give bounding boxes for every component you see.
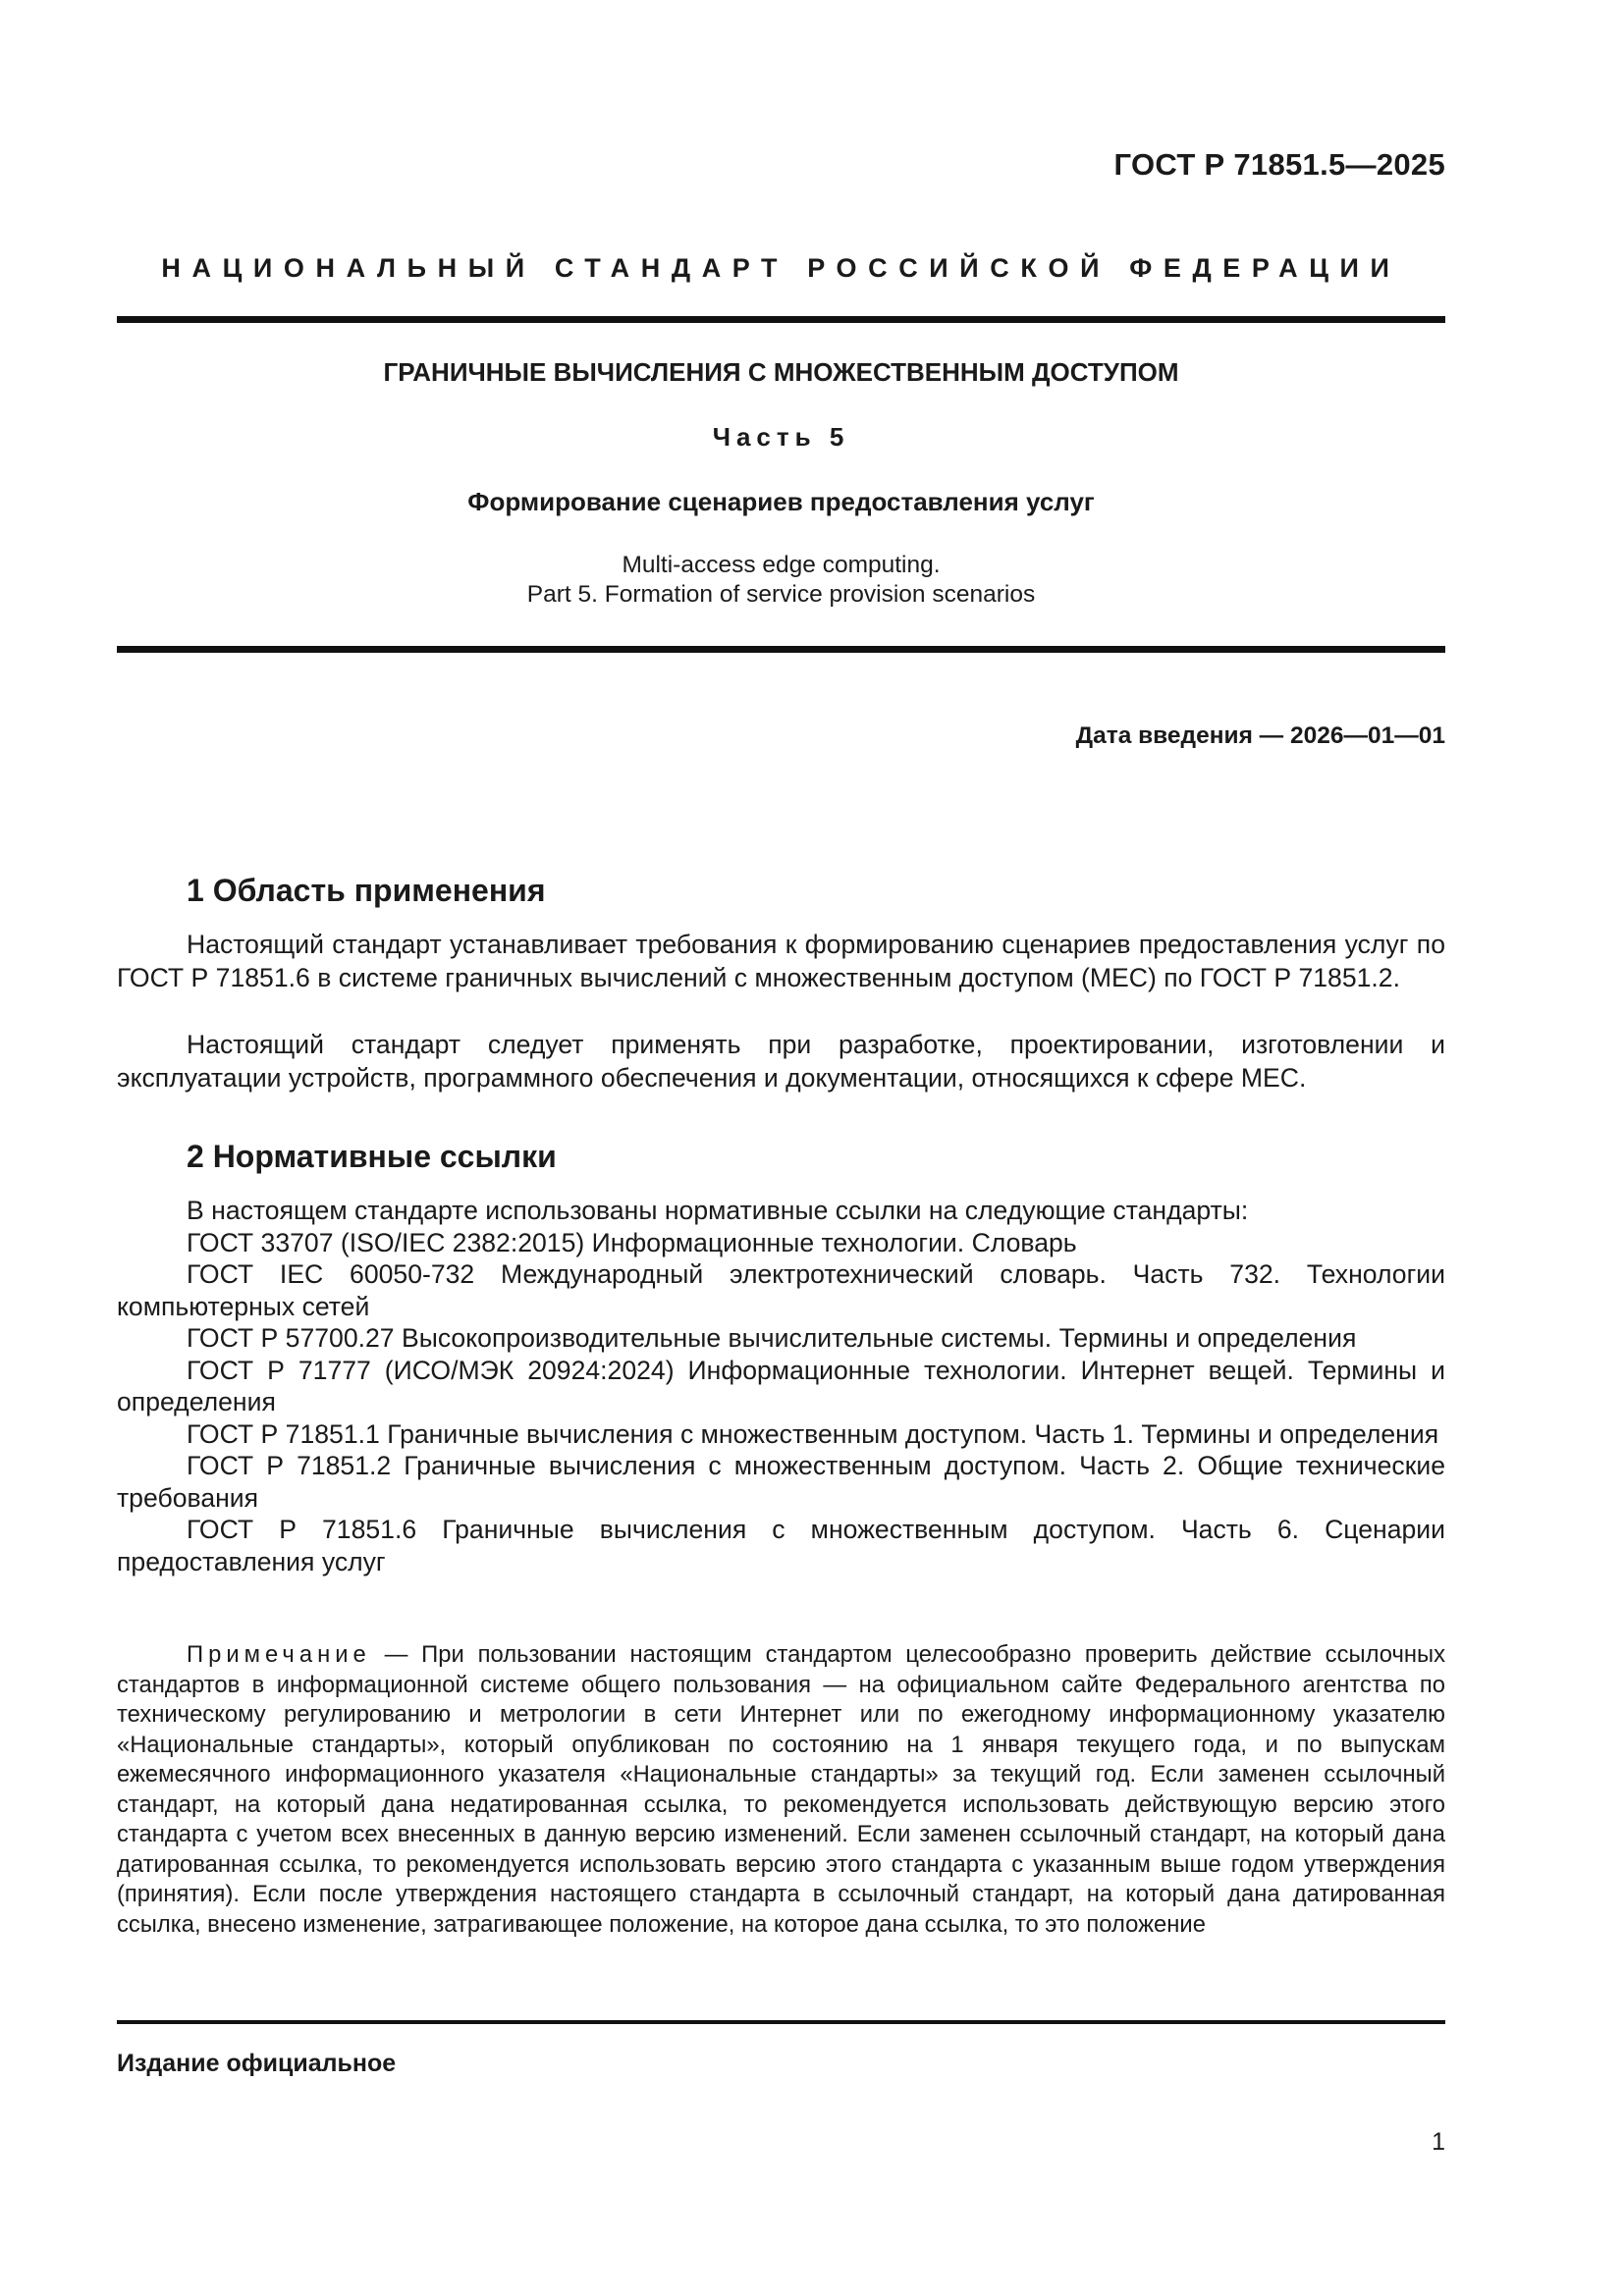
reference-item: ГОСТ Р 71851.1 Граничные вычисления с множественным доступом. Часть 1. Термины и определения — [187, 1418, 1439, 1449]
official-edition-label: Издание официальное — [117, 2050, 397, 2077]
note-label: Примечание — [187, 1641, 371, 1668]
footer-divider — [117, 2020, 1445, 2024]
reference-item: ГОСТ Р 71851.2 Граничные вычисления с множественным доступом. Часть 2. Общие технические требования — [117, 1451, 1445, 1513]
normative-references-list — [117, 1195, 1445, 1577]
top-divider — [117, 316, 1445, 323]
section-1-paragraph-1: Настоящий стандарт устанавливает требования к формированию сценариев предоставления услуг по ГОСТ Р 71851.6 в системе граничных вычислений с множественным доступом (MEC) по ГОСТ Р 71851.2. — [117, 930, 1445, 992]
reference-item: ГОСТ Р 71777 (ИСО/МЭК 20924:2024) Информационные технологии. Интернет вещей. Термины и определения — [117, 1355, 1445, 1416]
reference-item: ГОСТ IEC 60050-732 Международный электротехнический словарь. Часть 732. Технологии компьютерных сетей — [117, 1259, 1445, 1321]
document-part: Часть 5 — [712, 422, 850, 452]
reference-item: ГОСТ Р 57700.27 Высокопроизводительные вычислительные системы. Термины и определения — [187, 1323, 1357, 1353]
document-number: ГОСТ Р 71851.5—2025 — [1113, 147, 1445, 182]
introduction-date: Дата введения — 2026—01—01 — [1075, 722, 1445, 749]
references-note — [117, 1640, 1445, 1940]
section-2-heading: 2 Нормативные ссылки — [187, 1139, 557, 1174]
document-subtitle: Формирование сценариев предоставления услуг — [467, 487, 1095, 516]
english-title-line-1: Multi-access edge computing. — [622, 552, 941, 578]
title-divider — [117, 646, 1445, 653]
document-title: ГРАНИЧНЫЕ ВЫЧИСЛЕНИЯ С МНОЖЕСТВЕННЫМ ДОСТУПОМ — [383, 357, 1179, 387]
english-title-line-2: Part 5. Formation of service provision scenarios — [526, 581, 1036, 608]
reference-item: ГОСТ Р 71851.6 Граничные вычисления с множественным доступом. Часть 6. Сценарии предоставления услуг — [117, 1515, 1445, 1576]
national-standard-banner: НАЦИОНАЛЬНЫЙ СТАНДАРТ РОССИЙСКОЙ ФЕДЕРАЦИИ — [161, 253, 1401, 283]
section-1-heading: 1 Область применения — [187, 873, 546, 908]
references-intro: В настоящем стандарте использованы нормативные ссылки на следующие стандарты: — [187, 1196, 1249, 1225]
note-text: — При пользовании настоящим стандартом целесообразно проверить действие ссылочных стандартов в информационной системе общего пользования — на официальном сайте Федерального агентства по техническому регулированию и метрологии в сети Интернет или по ежегодному информационному указателю «Национальные стандарты», который опубликован по состоянию на 1 января текущего года, и по выпускам ежемесячного информационного указателя «Национальные стандарты» за текущий год. Если заменен ссылочный стандарт, на который дана недатированная ссылка, то рекомендуется использовать действующую версию этого стандарта с учетом всех внесенных в данную версию изменений. Если заменен ссылочный стандарт, на который дана датированная ссылка, то рекомендуется использовать версию этого стандарта с указанным выше годом утверждения (принятия). Если после утверждения настоящего стандарта в ссылочный стандарт, на который дана датированная ссылка, внесено изменение, затрагивающее положение, на которое дана ссылка, то это положение — [117, 1641, 1445, 1938]
section-1-paragraph-2: Настоящий стандарт следует применять при разработке, проектировании, изготовлении и эксплуатации устройств, программного обеспечения и документации, относящихся к сфере MEC. — [117, 1030, 1445, 1093]
reference-item: ГОСТ 33707 (ISO/IEC 2382:2015) Информационные технологии. Словарь — [187, 1227, 1077, 1257]
page-number: 1 — [1432, 2128, 1445, 2156]
